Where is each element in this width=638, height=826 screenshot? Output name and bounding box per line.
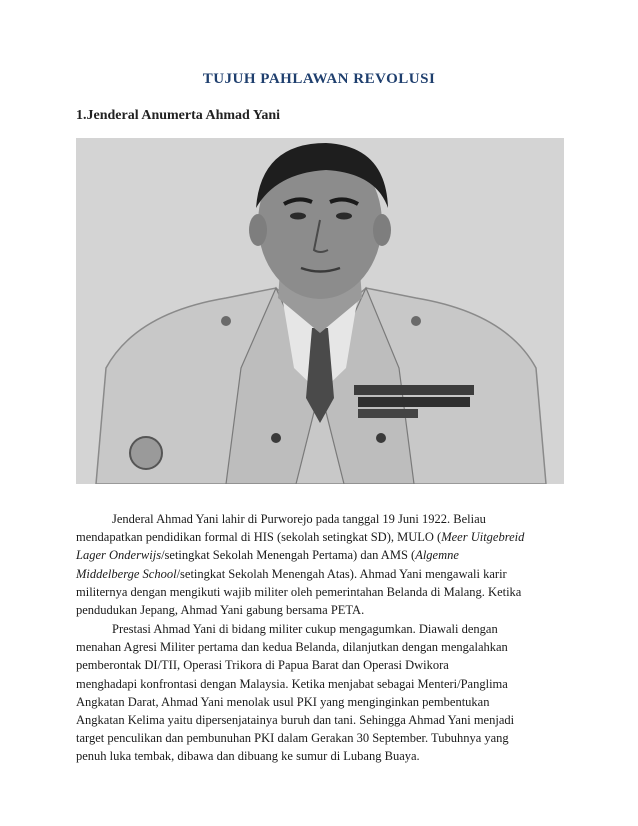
text-line: Angkatan Kelima yaitu dipersenjatainya buruh dan tani. Sehingga Ahmad Yani menjadi xyxy=(76,713,515,728)
italic-term: Meer Uitgebreid xyxy=(441,530,525,545)
paragraph-biography xyxy=(76,510,568,619)
text-line: menghadapi konfrontasi dengan Malaysia. Ketika menjabat sebagai Menteri/Panglima xyxy=(76,676,508,691)
text-line xyxy=(76,528,568,546)
text-line xyxy=(76,565,568,583)
text-line: Jenderal Ahmad Yani lahir di Purworejo pada tanggal 19 Juni 1922. Beliau xyxy=(112,512,486,526)
text-line: penuh luka tembak, dibawa dan dibuang ke sumur di Lubang Buaya. xyxy=(76,749,420,764)
text-line: pendudukan Jepang, Ahmad Yani gabung bersama PETA. xyxy=(76,603,365,618)
portrait-photo xyxy=(76,138,564,484)
text-line: Angkatan Darat, Ahmad Yani menolak usul PKI yang menginginkan pembentukan xyxy=(76,694,490,709)
italic-term: Lager Onderwijs xyxy=(76,548,162,563)
italic-term: Middelberge School xyxy=(76,566,177,581)
text-span: /setingkat Sekolah Menengah Pertama) dan AMS ( xyxy=(161,548,416,563)
italic-term: Algemne xyxy=(415,548,459,563)
section-heading: 1.Jenderal Anumerta Ahmad Yani xyxy=(76,108,281,123)
page-title: TUJUH PAHLAWAN REVOLUSI xyxy=(202,71,436,87)
text-line: militernya dengan mengikuti wajib militer oleh pemerintahan Belanda di Malang. Ketika xyxy=(76,584,522,599)
text-line: pemberontak DI/TII, Operasi Trikora di Papua Barat dan Operasi Dwikora xyxy=(76,658,449,673)
text-span: /setingkat Sekolah Menengah Atas). Ahmad Yani mengawali karir xyxy=(176,566,507,581)
text-line: Prestasi Ahmad Yani di bidang militer cukup mengagumkan. Diawali dengan xyxy=(112,622,498,636)
text-line: target penculikan dan pembunuhan PKI dalam Gerakan 30 September. Tubuhnya yang xyxy=(76,731,509,746)
text-span: mendapatkan pendidikan formal di HIS (sekolah setingkat SD), MULO ( xyxy=(76,530,442,545)
text-line: menahan Agresi Militer pertama dan kedua Belanda, dilanjutkan dengan mengalahkan xyxy=(76,640,508,655)
paragraph-achievements xyxy=(76,620,568,766)
portrait-illustration xyxy=(76,138,564,484)
text-line xyxy=(76,546,568,564)
